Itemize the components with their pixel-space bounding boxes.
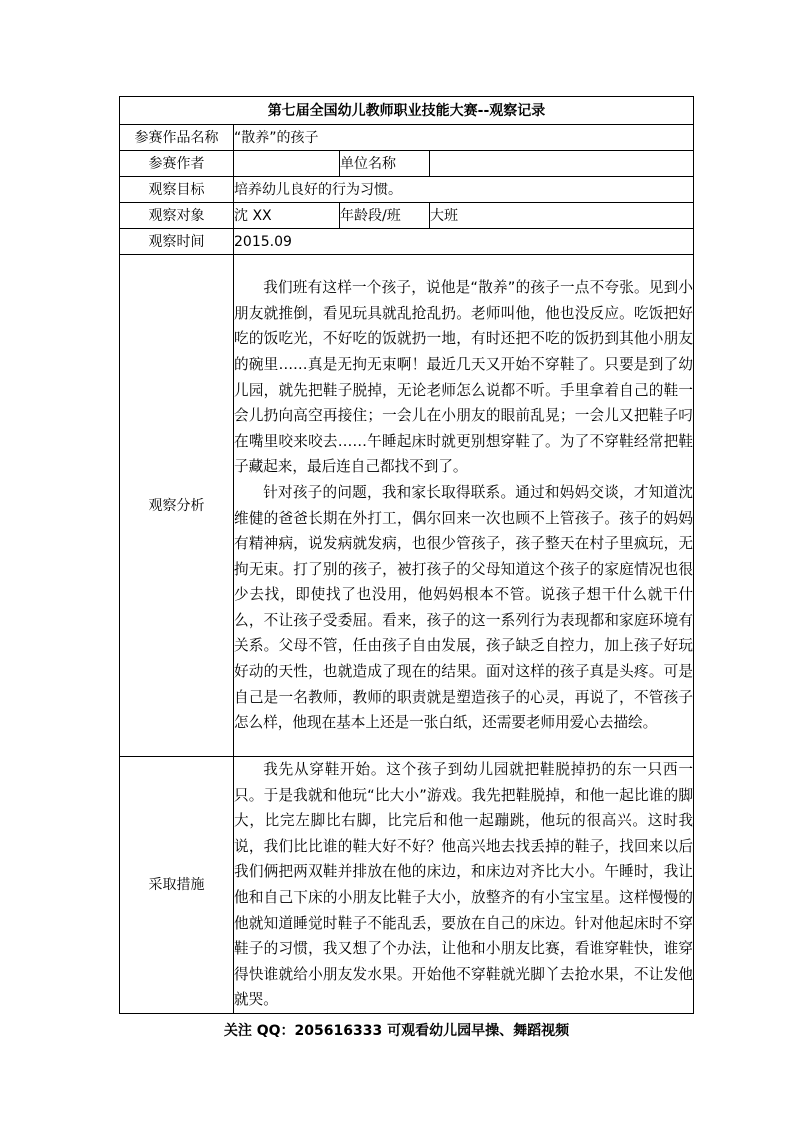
value-time: 2015.09 [234, 229, 694, 255]
label-measures: 采取措施 [120, 757, 234, 1014]
row-measures [120, 757, 694, 1014]
label-goal: 观察目标 [120, 177, 234, 203]
value-author [234, 151, 340, 177]
measures-paragraph-1: 我先从穿鞋开始。这个孩子到幼儿园就把鞋脱掉扔的东一只西一只。于是我就和他玩“比大小”游戏。我先把鞋脱掉，和他一起比谁的脚大，比完左脚比右脚，比完后和他一起蹦跳，他玩的很高兴。这时我说，我们比比谁的鞋大好不好？他高兴地去找丢掉的鞋子，找回来以后我们俩把两双鞋并排放在他的床边，和床边对齐比大小。午睡时，我让他和自己下床的小朋友比鞋子大小，放整齐的有小宝宝星。这样慢慢的他就知道睡觉时鞋子不能乱丢，要放在自己的床边。针对他起床时不穿鞋子的习惯，我又想了个办法，让他和小朋友比赛，看谁穿鞋快，谁穿得快谁就给小朋友发水果。开始他不穿鞋就光脚丫去抢水果，不让发他就哭。 [234, 761, 693, 1009]
label-subject: 观察对象 [120, 203, 234, 229]
label-time: 观察时间 [120, 229, 234, 255]
row-analysis [120, 255, 694, 757]
row-goal [120, 177, 694, 203]
value-age-class: 大班 [430, 203, 694, 229]
footer-promo-text: 关注 QQ：205616333 可观看幼儿园早操、舞蹈视频 [223, 1023, 570, 1039]
label-analysis: 观察分析 [120, 255, 234, 757]
label-age-class: 年龄段/班 [340, 203, 430, 229]
row-subject [120, 203, 694, 229]
row-work-name [120, 125, 694, 151]
value-subject: 沈 XX [234, 203, 340, 229]
row-time [120, 229, 694, 255]
title-row [120, 97, 694, 125]
analysis-body [234, 255, 694, 757]
label-unit: 单位名称 [340, 151, 430, 177]
label-author: 参赛作者 [120, 151, 234, 177]
analysis-paragraph-2: 针对孩子的问题，我和家长取得联系。通过和妈妈交谈，才知道沈维健的爸爸长期在外打工，偶尔回来一次也顾不上管孩子。孩子的妈妈有精神病，说发病就发病，也很少管孩子，孩子整天在村子里疯玩，无拘无束。打了别的孩子，被打孩子的父母知道这个孩子的家庭情况也很少去找，即使找了也没用，他妈妈根本不管。说孩子想干什么就干什么，不让孩子受委屈。看来，孩子的这一系列行为表现都和家庭环境有关系。父母不管，任由孩子自由发展，孩子缺乏自控力，加上孩子好玩好动的天性，也就造成了现在的结果。面对这样的孩子真是头疼。可是自己是一名教师，教师的职责就是塑造孩子的心灵，再说了，不管孩子怎么样，他现在基本上还是一张白纸，还需要老师用爱心去描绘。 [234, 483, 693, 732]
row-author [120, 151, 694, 177]
observation-record-table [119, 96, 694, 1014]
value-goal: 培养幼儿良好的行为习惯。 [234, 177, 694, 203]
measures-body [234, 757, 694, 1014]
value-work-name: “散养”的孩子 [234, 125, 694, 151]
document-title: 第七届全国幼儿教师职业技能大赛--观察记录 [120, 97, 694, 125]
value-unit [430, 151, 694, 177]
analysis-paragraph-1: 我们班有这样一个孩子，说他是“散养”的孩子一点不夸张。见到小朋友就推倒，看见玩具就乱抢乱扔。老师叫他，他也没反应。吃饭把好吃的饭吃光，不好吃的饭就扔一地，有时还把不吃的饭扔到其他小朋友的碗里……真是无拘无束啊！最近几天又开始不穿鞋了。只要是到了幼儿园，就先把鞋子脱掉，无论老师怎么说都不听。手里拿着自己的鞋一会儿扔向高空再接住；一会儿在小朋友的眼前乱晃；一会儿又把鞋子叼在嘴里咬来咬去……午睡起床时就更别想穿鞋了。为了不穿鞋经常把鞋子藏起来，最后连自己都找不到了。 [234, 279, 693, 476]
label-work-name: 参赛作品名称 [120, 125, 234, 151]
